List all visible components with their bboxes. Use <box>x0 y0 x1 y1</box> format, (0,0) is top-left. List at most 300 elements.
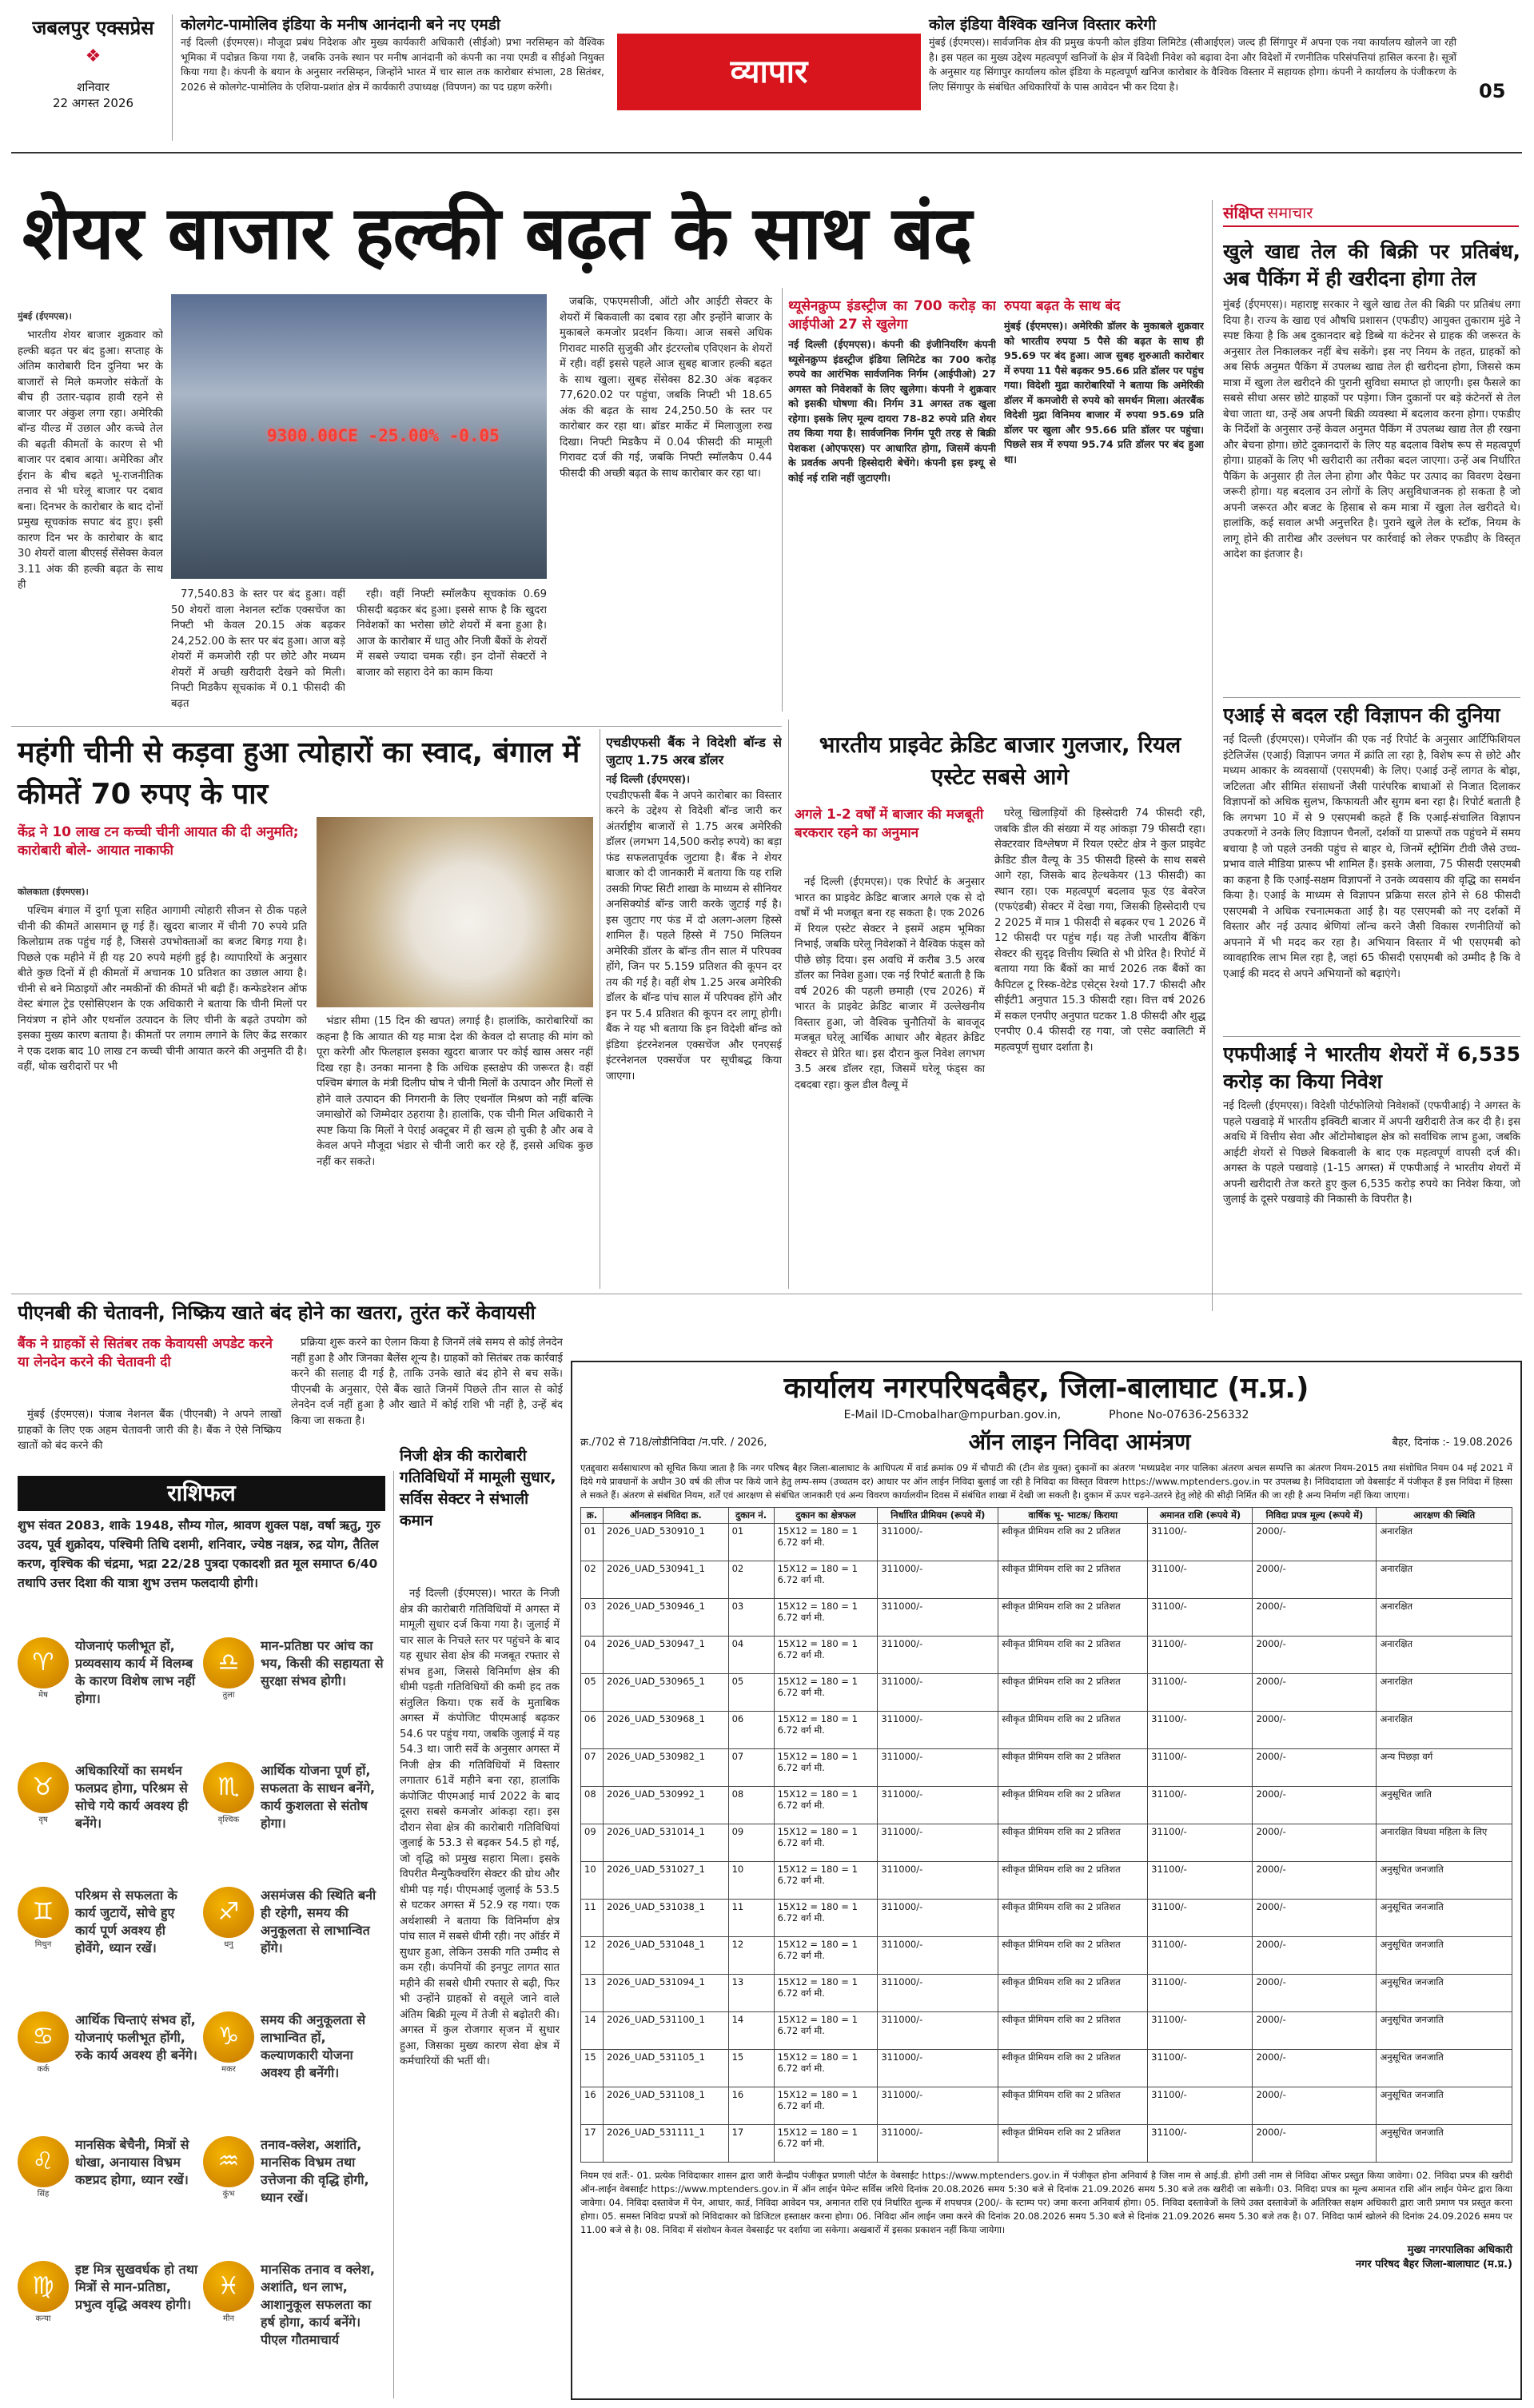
rashi-name: मकर <box>221 2065 236 2074</box>
table-cell: 15X12 = 180 = 1 6.72 वर्ग मी. <box>774 1674 878 1712</box>
zodiac-icon: ♌ <box>18 2136 69 2187</box>
table-cell: 11 <box>581 1900 604 1937</box>
table-cell: 17 <box>581 2125 604 2163</box>
fpi-headline: एफपीआई ने भारतीय शेयरों में 6,535 करोड़ का किया निवेश <box>1223 1043 1520 1093</box>
brand-ornament: ❖ <box>85 46 102 66</box>
hdfc-story <box>606 734 782 1286</box>
rashi-symbol <box>203 2136 254 2199</box>
table-row <box>581 2012 1512 2050</box>
table-cell: 2026_UAD_531100_1 <box>604 2012 729 2050</box>
table-cell: 2000/- <box>1253 1862 1377 1900</box>
tender-column-header: दुकान का क्षेत्रफल <box>774 1508 878 1524</box>
table-cell: 15X12 = 180 = 1 6.72 वर्ग मी. <box>774 1975 878 2012</box>
table-cell: 31100/- <box>1148 1674 1253 1712</box>
main-story-col2 <box>171 587 345 723</box>
divider <box>782 288 783 712</box>
rashi-item <box>203 2011 384 2131</box>
rashi-item <box>18 1762 198 1882</box>
notice-intro: एतद्द्वारा सर्वसाधारण को सूचित किया जाता है कि नगर परिषद बैहर जिला-बालाघाट के आधिपत्य में वार्ड क्रमांक 09 में चौपाटी की (टीन शेड युक्त) दुकानों का अंतरण 'मध्यप्रदेश नगर पालिका अंतरण अचल सम्पत्ति का अंतरण नियम-2015 तथा संशोधित नियम 04 मई 2021 में दिये गये प्रावधानों के अधीन 30 वर्ष की लीज पर किये जाने हेतु लम्प-सम्प (उच्चतम दर) आधार पर ऑन लाईन निविदा बुलाई जा रही है निविदा का विस्तृत विवरण https://www.mptenders.gov.in पर उपलब्ध है। निविदादाता जो वेबसाईट में पंजीकृत हैं इस निविदा में हिस्सा ले सकते हैं। अंतरण से संबंधित नियम, शर्तें एवं आरक्षण से संबंधित जानकारी एवं अन्य विवरण कार्यालयीन दिवस में संबंधित शाखा में देखी जा सकती है। दुकान में ऊपर चढ़ने-उतरने हेतु लोहे की सीढ़ी निर्मित की जा रही है अन्य निर्माण नहीं किया जाएगा। <box>580 1462 1512 1501</box>
rashi-item <box>18 1637 198 1757</box>
table-cell: 311000/- <box>878 2050 998 2087</box>
tender-column-header: आरक्षण की स्थिति <box>1377 1508 1512 1524</box>
table-cell: 05 <box>728 1674 774 1712</box>
table-cell: 2026_UAD_531108_1 <box>604 2087 729 2125</box>
table-cell: 14 <box>728 2012 774 2050</box>
table-cell: अनुसूचित जनजाति <box>1377 2125 1512 2163</box>
table-cell: 2000/- <box>1253 1975 1377 2012</box>
rashi-prediction: आर्थिक योजना पूर्ण हों, सफलता के साधन बनेंगे, कार्य कुशलता से संतोष होगा। <box>261 1763 376 1831</box>
table-cell: अनुसूचित जनजाति <box>1377 2012 1512 2050</box>
table-cell: 2026_UAD_531094_1 <box>604 1975 729 2012</box>
table-cell: 2000/- <box>1253 1561 1377 1599</box>
table-cell: 15 <box>581 2050 604 2087</box>
rashi-name: मीन <box>222 2314 235 2323</box>
rashi-symbol <box>18 1762 69 1824</box>
rashi-name: कर्क <box>37 2065 50 2074</box>
table-cell: 05 <box>581 1674 604 1712</box>
zodiac-icon: ♉ <box>18 1762 69 1813</box>
table-cell: 15 <box>728 2050 774 2087</box>
table-cell: 06 <box>728 1712 774 1749</box>
table-cell: 31100/- <box>1148 2012 1253 2050</box>
main-story-dateline: मुंबई (ईएमएस)। <box>18 311 72 321</box>
photo-ticker-text: 9300.00CE -25.00% -0.05 <box>267 426 500 445</box>
table-cell: 2000/- <box>1253 1637 1377 1674</box>
rashi-symbol <box>18 1637 69 1700</box>
sugar-col1 <box>18 903 307 1271</box>
rashi-item <box>18 2261 198 2381</box>
table-row <box>581 1787 1512 1824</box>
pnb-col1 <box>18 1407 281 1463</box>
pnb-headline: पीएनबी की चेतावनी, निष्क्रिय खाते बंद होने का खतरा, तुरंत करें केवायसी <box>18 1302 536 1324</box>
table-cell: 2026_UAD_531048_1 <box>604 1937 729 1975</box>
rashi-item <box>18 1887 198 2007</box>
table-cell: 2000/- <box>1253 2012 1377 2050</box>
masthead-divider <box>11 152 1522 153</box>
notice-title: ऑन लाइन निविदा आमंत्रण <box>968 1429 1191 1455</box>
table-row <box>581 1862 1512 1900</box>
table-cell: 2026_UAD_530910_1 <box>604 1524 729 1561</box>
main-story-col3 <box>357 587 547 723</box>
table-cell: अनुसूचित जनजाति <box>1377 1937 1512 1975</box>
table-cell: 2026_UAD_530946_1 <box>604 1599 729 1637</box>
table-cell: अनारक्षित <box>1377 1674 1512 1712</box>
table-cell: 311000/- <box>878 1937 998 1975</box>
table-cell: 311000/- <box>878 1749 998 1787</box>
table-cell: 09 <box>728 1824 774 1862</box>
table-cell: 31100/- <box>1148 1637 1253 1674</box>
rashi-symbol <box>18 1887 69 1949</box>
table-cell: 16 <box>581 2087 604 2125</box>
table-cell: 31100/- <box>1148 1524 1253 1561</box>
table-cell: 31100/- <box>1148 1975 1253 2012</box>
thyssen-headline: थ्यूसेनक्रुप्प इंडस्ट्रीज का 700 करोड़ का आईपीओ 27 से खुलेगा <box>788 298 996 333</box>
private-credit-col1 <box>795 875 985 1287</box>
rashi-item <box>203 2136 384 2256</box>
page-number: 05 <box>1479 80 1506 102</box>
rashi-name: तुला <box>222 1691 235 1700</box>
tender-table <box>580 1507 1512 2163</box>
table-cell: 2000/- <box>1253 1712 1377 1749</box>
table-cell: 2000/- <box>1253 1749 1377 1787</box>
table-cell: स्वीकृत प्रीमियम राशि का 2 प्रतिशत <box>998 2050 1148 2087</box>
table-cell: 31100/- <box>1148 1712 1253 1749</box>
table-cell: 311000/- <box>878 1824 998 1862</box>
table-cell: 15X12 = 180 = 1 6.72 वर्ग मी. <box>774 2012 878 2050</box>
table-row <box>581 1712 1512 1749</box>
table-cell: 01 <box>581 1524 604 1561</box>
private-credit-col2 <box>994 806 1205 1287</box>
notice-date: बैहर, दिनांक :- 19.08.2026 <box>1392 1437 1512 1449</box>
table-cell: स्वीकृत प्रीमियम राशि का 2 प्रतिशत <box>998 1900 1148 1937</box>
divider <box>788 720 789 1289</box>
divider <box>1223 697 1520 698</box>
table-cell: 13 <box>728 1975 774 2012</box>
table-cell: 09 <box>581 1824 604 1862</box>
thyssen-story <box>788 297 996 713</box>
zodiac-icon: ♒ <box>203 2136 254 2187</box>
table-cell: 311000/- <box>878 2087 998 2125</box>
table-cell: 17 <box>728 2125 774 2163</box>
table-row <box>581 2125 1512 2163</box>
pnb-col2-text: प्रक्रिया शुरू करने का ऐलान किया है जिनमें लंबे समय से कोई लेनदेन नहीं हुआ है और जिनका बैलेंस शून्य है। ग्राहकों को सितंबर तक कार्रवाई करने की सलाह दी गई है, ताकि उनके खाते बंद होने से बच सकें। पीएनबी के अनुसार, ऐसे बैंक खाते जिनमें पिछले तीन साल से कोई लेनदेन दर्ज नहीं हुआ है और खाते में कोई राशि भी नहीं है, उन्हें बंद किया जा सकता है। <box>291 1337 563 1427</box>
private-credit-col2-text: घरेलू खिलाड़ियों की हिस्सेदारी 74 फीसदी रही, जबकि डील की संख्या में यह आंकड़ा 79 फीसदी रहा। सेक्टरवार विश्लेषण में रियल एस्टेट क्षेत्र ने कुल प्राइवेट क्रेडिट डील वैल्यू के 35 फीसदी हिस्से के साथ सबसे आगे रहा, जिसके बाद हेल्थकेयर (13 फीसदी) का स्थान रहा। एक महत्वपूर्ण बदलाव फूड एंड बेवरेज (एफएंडबी) सेक्टर में देखा गया, जिसकी हिस्सेदारी एच 2 2025 में मात्र 1 फीसदी से बढ़कर एच 1 2026 में 12 फीसदी पर पहुंच गई। यह तेजी भारतीय बैंकिंग सेक्टर की सुदृढ़ वित्तीय स्थिति से भी प्रेरित है। रिपोर्ट में बताया गया कि बैंकों का मार्च 2026 तक बैंकों का कैपिटल टू रिस्क-वेटेड एसेट्स रेश्यो 17.7 फीसदी और सीईटी1 अनुपात 15.3 फीसदी रहा। वित्त वर्ष 2026 में सकल एनपीए अनुपात घटकर 1.8 फीसदी और शुद्ध एनपीए 0.4 फीसदी रह गया, जो एसेट क्वालिटी में महत्वपूर्ण सुधार दर्शाता है। <box>994 807 1205 1054</box>
tender-column-header: अमानत राशि (रूपये में) <box>1148 1508 1253 1524</box>
table-cell: 31100/- <box>1148 1787 1253 1824</box>
table-cell: अनुसूचित जाति <box>1377 1787 1512 1824</box>
table-cell: स्वीकृत प्रीमियम राशि का 2 प्रतिशत <box>998 1937 1148 1975</box>
table-cell: 2000/- <box>1253 1900 1377 1937</box>
tender-column-header: वार्षिक भू- भाटक/ किराया <box>998 1508 1148 1524</box>
zodiac-icon: ♐ <box>203 1887 254 1938</box>
rashi-prediction: इष्ट मित्र सुखवर्धक हो तथा मित्रों से मान-प्रतिष्ठा, प्रभुत्व वृद्धि अवश्य होगी। <box>75 2262 198 2312</box>
table-row <box>581 1824 1512 1862</box>
table-cell: 31100/- <box>1148 1749 1253 1787</box>
table-cell: 07 <box>728 1749 774 1787</box>
table-cell: 15X12 = 180 = 1 6.72 वर्ग मी. <box>774 1599 878 1637</box>
main-col1-text: भारतीय शेयर बाजार शुक्रवार को हल्की बढ़त पर बंद हुआ। सप्ताह के अंतिम कारोबारी दिन दुनिया भर के बाजारों से मिले कमजोर संकेतों के बीच ही उतार-चढ़ाव हावी रहने से बाजार पर अंकुश लगा रहा। अमेरिकी बॉन्ड यील्ड में उछाल और कच्चे तेल की बढ़ती कीमतों के कारण से भी बाजार पर दबाव आया। अमेरिका और ईरान के बीच बढ़ते भू-राजनीतिक तनाव से भी घरेलू बाजार पर दबाव बना। दिनभर के कारोबार के बाद दोनों प्रमुख सूचकांक सपाट बंद हुए। इसी कारण दिन भर के कारोबार के बाद 30 शेयरों वाला बीएसई सेंसेक्स केवल 3.11 अंक की हल्की बढ़त के साथ ही <box>18 329 163 591</box>
rashi-name: सिंह <box>37 2190 50 2199</box>
table-cell: अनुसूचित जनजाति <box>1377 2050 1512 2087</box>
private-credit-subhead: अगले 1-2 वर्षों में बाजार की मजबूती बरकरार रहने का अनुमान <box>795 807 984 841</box>
notice-signatory: नगर परिषद बैहर जिला-बालाघाट (म.प्र.) <box>1355 2258 1512 2270</box>
rashifal-grid <box>18 1637 385 2392</box>
rashi-prediction: तनाव-क्लेश, अशांति, मानसिक विभ्रम तथा उत्तेजना की वृद्धि होगी, ध्यान रखें। <box>261 2137 369 2205</box>
table-cell: 2026_UAD_531105_1 <box>604 2050 729 2087</box>
notice-signatory-title: मुख्य नगरपालिका अधिकारी <box>1407 2244 1512 2256</box>
table-cell: स्वीकृत प्रीमियम राशि का 2 प्रतिशत <box>998 2087 1148 2125</box>
table-cell: 2026_UAD_530947_1 <box>604 1637 729 1674</box>
table-cell: 04 <box>728 1637 774 1674</box>
masthead-date: 22 अगस्त 2026 <box>52 96 134 110</box>
table-cell: 14 <box>581 2012 604 2050</box>
table-cell: 311000/- <box>878 1787 998 1824</box>
top-left-body: नई दिल्ली (ईएमएस)। मौजूदा प्रबंध निदेशक और मुख्य कार्यकारी अधिकारी (सीईओ) प्रभा नरसिम्हन को वैश्विक भूमिका में पदोन्नत किया गया है, जबकि उनके स्थान पर मनीष आनंदानी को कंपनी का नया एमडी व सीईओ नियुक्त किया गया है। कंपनी के बयान के अनुसार नरसिम्हन, जिन्होंने भारत में चार साल तक कारोबार संभाला, 28 सितंबर, 2026 से कोलगेट-पामोलिव के एशिया-प्रशांत क्षेत्र में कार्यकारी उपाध्यक्ष (विपणन) का पद ग्रहण करेंगी। <box>181 36 604 93</box>
table-cell: अनारक्षित <box>1377 1712 1512 1749</box>
rashi-item <box>18 2011 198 2131</box>
rashi-symbol <box>18 2261 69 2323</box>
table-cell: 15X12 = 180 = 1 6.72 वर्ग मी. <box>774 2050 878 2087</box>
rashi-prediction: आर्थिक चिन्ताएं संभव हों, योजनाएं फलीभूत होंगी, रुके कार्य अवश्य ही बनेंगे। <box>75 2012 197 2063</box>
sugar-dateline: कोलकाता (ईएमएस)। <box>18 887 89 897</box>
fpi-body: नई दिल्ली (ईएमएस)। विदेशी पोर्टफोलियो निवेशकों (एफपीआई) ने अगस्त के पहले पखवाड़े में भारतीय इक्विटी बाजार में अपनी खरीदारी तेज कर दी है। इस अवधि में वित्तीय सेवा और ऑटोमोबाइल क्षेत्र को सर्वाधिक लाभ हुआ, जबकि आईटी शेयरों से पिछले बिकवाली के बाद एक महत्वपूर्ण वापसी दर्ज की। अगस्त के पहले पखवाड़े (1-15 अगस्त) में एफपीआई ने भारतीय शेयरों में अपनी खरीदारी तेज करते हुए कुल 6,535 करोड़ रुपये का निवेश किया, जो जुलाई के दूसरे पखवाड़े की निकासी के विपरीत है। <box>1223 1100 1520 1206</box>
rashi-name: कन्या <box>35 2314 51 2323</box>
divider <box>1212 200 1213 1311</box>
tender-column-header: निविदा प्रपत्र मूल्य (रूपये में) <box>1253 1508 1377 1524</box>
tender-column-header: ऑनलाइन निविदा क्र. <box>604 1508 729 1524</box>
divider <box>393 1471 394 2398</box>
tender-column-header: दुकान नं. <box>728 1508 774 1524</box>
table-cell: अनारक्षित <box>1377 1561 1512 1599</box>
table-cell: 15X12 = 180 = 1 6.72 वर्ग मी. <box>774 1637 878 1674</box>
table-cell: अनुसूचित जनजाति <box>1377 1975 1512 2012</box>
table-cell: 02 <box>581 1561 604 1599</box>
brief-news-tag <box>1223 201 1519 227</box>
sugar-subhead: केंद्र ने 10 लाख टन कच्ची चीनी आयात की दी अनुमति; कारोबारी बोले- आयात नाकाफी <box>18 824 299 859</box>
ai-ads-body: नई दिल्ली (ईएमएस)। एमेजॉन की एक नई रिपोर्ट के अनुसार आर्टिफिशियल इंटेलिजेंस (एआई) विज्ञापन जगत में क्रांति ला रहा है, विशेष रूप से छोटे और मध्यम आकार के व्यवसायों (एसएमबी) के लिए। एआई उन्हें लागत के बोझ, जटिलता और सीमित संसाधनों जैसी पारंपरिक बाधाओं से निजात दिलाकर विज्ञापनों को अधिक सुलभ, किफायती और सुगम बना रहा है। रिपोर्ट बताती है कि लगभग 10 में से 9 एसएमबी कहते हैं कि एआई-संचालित विज्ञापन उपकरणों ने उनके लिए विज्ञापन चैनलों, दर्शकों या प्रारूपों तक पहुंचने में समय बचाया है जो पहले उनकी पहुंच से बाहर थे, जिनमें स्ट्रीमिंग टीवी जैसे उच्च-प्रभाव वाले मीडिया प्रारूप भी शामिल हैं। इसके अलावा, 75 फीसदी एसएमबी का कहना है कि एआई-सक्षम विज्ञापनों ने उनके व्यवसाय की वृद्धि का समर्थन किया है। एआई के माध्यम से विज्ञापन प्रक्रिया सरल होने से 68 फीसदी एसएमबी ने अधिक रचनात्मकता आई है। यह एसएमबी को नए दर्शकों में विस्तार और नई उत्पाद श्रेणियां लॉन्च करने जैसी विकास रणनीतियों को अपनाने में भी मदद कर रहा है। अभियान विस्तार में भी एसएमबी को व्यावहारिक लाभ मिल रहा है, जहां 65 फीसदी एसएमबी को उम्मीद है कि वे एआई की मदद से अपने अभियानों को बढ़ाएंगे। <box>1223 734 1520 980</box>
table-cell: 08 <box>728 1787 774 1824</box>
top-left-story <box>181 14 604 142</box>
table-row <box>581 2050 1512 2087</box>
table-cell: 12 <box>581 1937 604 1975</box>
table-cell: 15X12 = 180 = 1 6.72 वर्ग मी. <box>774 1937 878 1975</box>
table-cell: 16 <box>728 2087 774 2125</box>
sugar-col1-text: पश्चिम बंगाल में दुर्गा पूजा सहित आगामी त्योहारी सीजन से ठीक पहले चीनी की कीमतें आसमान छू गई हैं। खुदरा बाजार में चीनी 70 रुपये प्रति किलोग्राम तक पहुंच गई है, जिससे उपभोक्ताओं का बजट बिगड़ गया है। पिछले एक महीने में ही यह 20 रुपये महंगी हुई है। व्यापारियों के अनुसार बीते कुछ दिनों में ही कीमतों में अचानक 10 प्रतिशत का उछाल आया है। चीनी से बने मिठाइयों और नमकीनों की कीमतें भी बढ़ी हैं। कन्फेडरेशन ऑफ वेस्ट बंगाल ट्रेड एसोसिएशन के एक अधिकारी ने बताया कि चीनी मिलों पर नियंत्रण न होने और एथनॉल उत्पादन के लिए चीनी के बढ़ते उपयोग को इसका मुख्य कारण बताया है। कीमतों पर लगाम लगाने के लिए केंद्र सरकार ने एक दशक बाद 10 लाख टन कच्ची चीनी आयात करने की अनुमति दी है। वहीं, थोक खरीदारों पर भी <box>18 905 307 1073</box>
tender-table-body <box>581 1524 1512 2163</box>
hdfc-body: एचडीएफसी बैंक ने अपने कारोबार का विस्तार करने के उद्देश्य से विदेशी बॉन्ड जारी कर अंतर्राष्ट्रीय बाजारों से 1.75 अरब अमेरिकी डॉलर (लगभग 14,500 करोड़ रुपये) का बड़ा फंड सफलतापूर्वक जुटाया है। बैंक ने शेयर बाजार को दी जानकारी में बताया कि यह राशि उसकी गिफ्ट सिटी शाखा के माध्यम से सीनियर अनसिक्योर्ड बॉन्ड जारी करके जुटाई गई है। इस जुटाए गए फंड में दो अलग-अलग हिस्से शामिल हैं। पहले हिस्से में 750 मिलियन अमेरिकी डॉलर के बॉन्ड तीन साल में परिपक्व होंगे, जिन पर 5.159 प्रतिशत की कूपन दर तय की गई है। वहीं शेष 1.25 अरब अमेरिकी डॉलर के बॉन्ड पांच साल में परिपक्व होंगे और इन पर 5.4 प्रतिशत की कूपन दर लागू होगी। बैंक ने यह भी बताया कि इन विदेशी बॉन्ड को इंडिया इंटरनेशनल एक्सचेंज और एनएसई इंटरनेशनल एक्सचेंज पर सूचीबद्ध किया जाएगा। <box>606 789 782 1082</box>
private-credit-col1-text: नई दिल्ली (ईएमएस)। एक रिपोर्ट के अनुसार भारत का प्राइवेट क्रेडिट बाजार अगले एक से दो वर्षों में भी मजबूत बना रह सकता है। एक 2026 में रियल एस्टेट सेक्टर ने इसमें अहम भूमिका निभाई, जबकि घरेलू निवेशकों ने वैश्विक फंड्स को पीछे छोड़ दिया। इस अवधि में करीब 3.5 अरब डॉलर का निवेश हुआ। एक नई रिपोर्ट बताती है कि वर्ष 2026 की पहली छमाही (एच 2026) में भारत के प्राइवेट क्रेडिट बाजार में उल्लेखनीय विस्तार हुआ, जो वैश्विक चुनौतियों के बावजूद मजबूत घरेलू आर्थिक आधार और बेहतर क्रेडिट सेक्टर से प्रेरित था। इस दौरान कुल निवेश लगभग 3.5 अरब डॉलर रहा, जिसमें घरेलू फंड्स का दबदबा रहा। कुल डील वैल्यू में <box>795 876 985 1091</box>
top-right-story <box>929 14 1456 142</box>
table-cell: 31100/- <box>1148 2125 1253 2163</box>
rashifal-title: राशिफल <box>18 1476 385 1511</box>
table-row <box>581 1674 1512 1712</box>
table-cell: 15X12 = 180 = 1 6.72 वर्ग मी. <box>774 1787 878 1824</box>
zodiac-icon: ♏ <box>203 1762 254 1813</box>
rashifal-panchang: शुभ संवत 2083, शाके 1948, सौम्य गोल, श्रावण शुक्ल पक्ष, वर्षा ऋतु, गुरु उदय, पूर्व शुक्रोदय, पश्चिमी तिथि दशमी, शनिवार, ज्येष्ठ नक्षत्र, रुद्र योग, तैतिल करण, वृश्चिक की चंद्रमा, भद्रा 22/28 पुत्रदा एकादशी व्रत मूल समाप्त 6/40 तथापि उत्तर दिशा की यात्रा शुभ उत्तम फलदायी होगी। <box>18 1518 381 1590</box>
table-cell: 31100/- <box>1148 1824 1253 1862</box>
pnb-subhead: बैंक ने ग्राहकों से सितंबर तक केवायसी अपडेट करने या लेनदेन करने की चेतावनी दी <box>18 1336 273 1370</box>
rashi-name: मिथुन <box>34 1940 52 1949</box>
pnb-col1-text: मुंबई (ईएमएस)। पंजाब नेशनल बैंक (पीएनबी) ने अपने लाखों ग्राहकों के लिए एक अहम चेतावनी जारी की है। बैंक ने ऐसे निष्क्रिय खातों को बंद करने की <box>18 1409 281 1452</box>
table-cell: 31100/- <box>1148 1862 1253 1900</box>
table-cell: 311000/- <box>878 2012 998 2050</box>
table-row <box>581 2087 1512 2125</box>
table-cell: 15X12 = 180 = 1 6.72 वर्ग मी. <box>774 1524 878 1561</box>
newspaper-name: जबलपुर एक्सप्रेस <box>32 17 154 39</box>
rupee-body: मुंबई (ईएमएस)। अमेरिकी डॉलर के मुकाबले शुक्रवार को भारतीय रुपया 5 पैसे की बढ़त के साथ ही 95.69 पर बंद हुआ। आज सुबह शुरुआती कारोबार में रुपया 11 पैसे बढ़कर 95.66 प्रति डॉलर पर पहुंच गया। विदेशी मुद्रा कारोबारियों ने बताया कि अमेरिकी डॉलर में कमजोरी से रुपये को समर्थन मिला। अंतरबैंक विदेशी मुद्रा विनिमय बाजार में रुपया 95.69 प्रति डॉलर पर खुला और 95.66 प्रति डॉलर पर पहुंचा। पिछले सत्र में रुपया 95.74 प्रति डॉलर पर बंद हुआ था। <box>1004 320 1204 465</box>
table-cell: 311000/- <box>878 1712 998 1749</box>
table-cell: 311000/- <box>878 1862 998 1900</box>
table-cell: 08 <box>581 1787 604 1824</box>
notice-terms: नियम एवं शर्तें:- 01. प्रत्येक निविदाकार शासन द्वारा जारी केन्द्रीय पंजीकृत प्रणाली पोर्टल के वेबसाईट https://www.mptenders.gov.in में पंजीकृत होना अनिवार्य है जिस नाम से आई.डी. होगी उसी नाम से निविदा ऑफर प्रस्तुत किया जावेगा। 02. निविदा प्रपत्र की खरीदी ऑन-लाईन वेबसाईट https://www.mptenders.gov.in में ऑन लाईन पेमेन्ट सर्विस जरिये दिनांक 20.08.2026 समय 5:30 बजे से दिनांक 21.09.2026 समय 5.30 बजे तक खरीदी जा सकेगी। 03. निविदा प्रपत्र का मूल्य अमानत राशि ऑन लाईन पेमेन्ट द्वारा किया जावेगा। 04. निविदा दस्तावेज में पेन, आधार, कार्ड, निविदा आवेदन पत्र, अमानत राशि एवं निर्धारित शुल्क में शपथपत्र (200/- के स्टाम्प पर) जमा करना अनिवार्य होगा। 05. निविदा दस्तावेजों के लिये उक्त दस्तावेजों के अतिरिक्त सक्षम अधिकारी द्वारा जारी प्रमाण पत्र प्रस्तुत करना होगा। 05. समस्त निविदा प्रपत्रों को निविदाकार को डिजिटल हस्ताक्षर करना होगा। 06. निविदा ऑन लाईन जमा करने की दिनांक 20.08.2026 समय 5.30 बजे से दिनांक 21.09.2026 समय 5.30 बजे तक है। 07. निविदा फार्म खोलने की दिनांक 24.09.2026 समय पर 11.00 बजे से है। 08. निविदा में संशोधन केवल वेबसाईट पर दर्शाया जा सकेगा। अखबारों में इसका प्रकाशन नहीं किया जायेगा। <box>580 2170 1512 2235</box>
table-cell: अनुसूचित जनजाति <box>1377 1862 1512 1900</box>
hdfc-headline: एचडीएफसी बैंक ने विदेशी बॉन्ड से जुटाए 1.75 अरब डॉलर <box>606 735 782 767</box>
table-cell: 11 <box>728 1900 774 1937</box>
table-cell: 2000/- <box>1253 1787 1377 1824</box>
rashi-name: कुंभ <box>222 2190 235 2199</box>
table-cell: 311000/- <box>878 1900 998 1937</box>
main-story-col4 <box>560 294 772 718</box>
top-right-body: मुंबई (ईएमएस)। सार्वजनिक क्षेत्र की प्रमुख कंपनी कोल इंडिया लिमिटेड (सीआईएल) जल्द ही सिंगापुर में अपना एक नया कार्यालय खोलने जा रही है। इस पहल का मुख्य उद्देश्य महत्वपूर्ण खनिजों के क्षेत्र में विदेशी निवेश को बढ़ावा देना और विदेशों में रणनीतिक परिसंपत्तियां हासिल करना है। सूत्रों के अनुसार यह सिंगापुर कार्यालय कोल इंडिया के महत्वपूर्ण खनिज कारोबार के वैश्विक विस्तार में सहायक होगा। कंपनी ने कार्यालय के पंजीकरण के लिए सिंगापुर के संबंधित अधिकारियों के पास आवेदन भी कर दिया है। <box>929 36 1456 93</box>
table-cell: 07 <box>581 1749 604 1787</box>
table-cell: अनारक्षित विधवा महिला के लिए <box>1377 1824 1512 1862</box>
edible-oil-headline: खुले खाद्य तेल की बिक्री पर प्रतिबंध, अब पैकिंग में ही खरीदना होगा तेल <box>1223 240 1520 290</box>
rashi-item <box>203 1637 384 1757</box>
masthead-brand-block <box>14 14 173 141</box>
ai-ads-story <box>1223 702 1520 1030</box>
fpi-story <box>1223 1041 1520 1313</box>
rashi-item <box>203 2261 384 2381</box>
rashi-symbol <box>18 2011 69 2074</box>
table-cell: 31100/- <box>1148 1900 1253 1937</box>
table-cell: 15X12 = 180 = 1 6.72 वर्ग मी. <box>774 1561 878 1599</box>
rashi-prediction: अधिकारियों का समर्थन फलप्रद होगा, परिश्रम से सोचे गये कार्य अवश्य ही बनेंगे। <box>75 1763 189 1831</box>
table-cell: 2026_UAD_530965_1 <box>604 1674 729 1712</box>
rashi-name: मेष <box>38 1691 48 1700</box>
table-cell: 311000/- <box>878 2125 998 2163</box>
masthead-day: शनिवार <box>77 80 110 94</box>
table-cell: स्वीकृत प्रीमियम राशि का 2 प्रतिशत <box>998 2012 1148 2050</box>
table-cell: अनारक्षित <box>1377 1599 1512 1637</box>
rashi-prediction: मानसिक बेचैनी, मित्रों से धोखा, अनायास विभ्रम कष्टप्रद होगा, ध्यान रखें। <box>75 2137 189 2187</box>
ai-ads-headline: एआई से बदल रही विज्ञापन की दुनिया <box>1223 704 1500 727</box>
table-cell: 31100/- <box>1148 2087 1253 2125</box>
section-banner-vyapar: व्यापार <box>617 34 921 110</box>
tender-column-header: निर्धारित प्रीमियम (रूपये में) <box>878 1508 998 1524</box>
table-cell: 2000/- <box>1253 2050 1377 2087</box>
table-cell: 2000/- <box>1253 1599 1377 1637</box>
table-cell: 2026_UAD_531111_1 <box>604 2125 729 2163</box>
rupee-story <box>1004 297 1204 713</box>
main-col2-text: 77,540.83 के स्तर पर बंद हुआ। वहीं 50 शेयरों वाला नेशनल स्टॉक एक्सचेंज का निफ्टी भी केवल 20.15 अंक बढ़कर 24,252.00 के स्तर पर बंद हुआ। आज बड़े शेयरों में कमजोरी रही पर छोटे और मध्यम शेयरों में अच्छी खरीदारी देखने को मिली। निफ्टी मिडकैप सूचकांक में 0.1 फीसदी की बढ़त <box>171 588 345 710</box>
table-cell: 15X12 = 180 = 1 6.72 वर्ग मी. <box>774 1712 878 1749</box>
table-cell: स्वीकृत प्रीमियम राशि का 2 प्रतिशत <box>998 1712 1148 1749</box>
table-row <box>581 1900 1512 1937</box>
table-cell: स्वीकृत प्रीमियम राशि का 2 प्रतिशत <box>998 1599 1148 1637</box>
top-left-headline: कोलगेट-पामोलिव इंडिया के मनीष आनंदानी बने नए एमडी <box>181 16 500 34</box>
table-cell: स्वीकृत प्रीमियम राशि का 2 प्रतिशत <box>998 1862 1148 1900</box>
table-cell: 2000/- <box>1253 1524 1377 1561</box>
table-row <box>581 1637 1512 1674</box>
table-cell: 311000/- <box>878 1674 998 1712</box>
zodiac-icon: ♑ <box>203 2011 254 2063</box>
table-cell: स्वीकृत प्रीमियम राशि का 2 प्रतिशत <box>998 1749 1148 1787</box>
sugar-sack-photo <box>317 817 593 1007</box>
table-cell: 311000/- <box>878 1637 998 1674</box>
table-cell: 2026_UAD_531014_1 <box>604 1824 729 1862</box>
main-col4-text: जबकि, एफएमसीजी, ऑटो और आईटी सेक्टर के शेयरों में बिकवाली का दबाव रहा और इन्होंने बाजार के मुकाबले कमजोर प्रदर्शन किया। आज सबसे अधिक गिरावट मारुति सुजुकी और इंटरग्लोब एविएशन के शेयरों में रही। वहीं इससे पहले आज सुबह बाजार हल्की बढ़त के साथ खुला। सुबह सेंसेक्स 82.30 अंक बढ़कर 77,620.02 पर पहुंचा, जबकि निफ्टी भी 18.65 अंक की बढ़त के साथ 24,250.50 के स्तर पर कारोबार कर रहा था। ब्रॉडर मार्केट में मिलाजुला रुख दिखा। निफ्टी मिडकैप में 0.04 फीसदी की मामूली गिरावट दर्ज की गई, जबकि निफ्टी स्मॉलकैप 0.44 फीसदी की अच्छी बढ़त के साथ कारोबार कर रहा था। <box>560 296 772 480</box>
table-cell: 15X12 = 180 = 1 6.72 वर्ग मी. <box>774 2087 878 2125</box>
table-cell: 2026_UAD_530982_1 <box>604 1749 729 1787</box>
sugar-col2-text: भंडार सीमा (15 दिन की खपत) लगाई है। हालांकि, कारोबारियों का कहना है कि आयात की यह मात्रा देश की केवल दो सप्ताह की मांग को पूरा करेगी और फिलहाल इसका खुदरा बाजार पर कोई खास असर नहीं दिख रहा है। उनका मानना है कि अधिक हस्तक्षेप की जरूरत है। वहीं पश्चिम बंगाल के मंत्री दिलीप घोष ने चीनी मिलों के उत्पादन और मिलों से होने वाले उत्पादन की निगरानी के लिए एथनॉल मिश्रण को नहीं बल्कि जमाखोरों को जिम्मेदार ठहराया है। हालांकि, एक चीनी मिल अधिकारी ने स्पष्ट किया कि मिलों ने पेराई अक्टूबर में ही खत्म हो चुकी है और अब वे केवल अपने मौजूदा भंडार से चीनी जारी कर रहे हैं, इससे अधिक कुछ नहीं कर सकते। <box>317 1015 593 1168</box>
table-cell: अनुसूचित जनजाति <box>1377 1900 1512 1937</box>
table-row <box>581 1975 1512 2012</box>
private-sector-col <box>400 1586 560 2394</box>
table-cell: अन्य पिछड़ा वर्ग <box>1377 1749 1512 1787</box>
table-cell: 10 <box>581 1862 604 1900</box>
notice-office: कार्यालय नगरपरिषदबैहर, जिला-बालाघाट (म.प्र.) <box>783 1372 1309 1405</box>
table-row <box>581 1561 1512 1599</box>
table-cell: 01 <box>728 1524 774 1561</box>
rashi-item <box>203 1762 384 1882</box>
rashi-prediction: असमंजस की स्थिति बनी ही रहेगी, समय की अनुकूलता से लाभान्वित होंगे। <box>261 1888 377 1956</box>
table-cell: स्वीकृत प्रीमियम राशि का 2 प्रतिशत <box>998 2125 1148 2163</box>
zodiac-icon: ♍ <box>18 2261 69 2312</box>
table-cell: 311000/- <box>878 1524 998 1561</box>
table-row <box>581 1749 1512 1787</box>
sugar-col2 <box>317 1014 593 1271</box>
table-cell: 15X12 = 180 = 1 6.72 वर्ग मी. <box>774 1824 878 1862</box>
rashi-prediction: परिश्रम से सफलता के कार्य जुटायें, सोचे हुए कार्य पूर्ण अवश्य ही होवेंगे, ध्यान रखें। <box>75 1888 177 1956</box>
zodiac-icon: ♓ <box>203 2261 254 2312</box>
table-cell: 31100/- <box>1148 2050 1253 2087</box>
main-col3-text: रही। वहीं निफ्टी स्मॉलकैप सूचकांक 0.69 फीसदी बढ़कर बंद हुआ। इससे साफ है कि खुदरा निवेशकों का भरोसा छोटे शेयरों में बना हुआ है। आज के कारोबार में धातु और निजी बैंकों के शेयरों में सबसे ज्यादा चमक रही। इन दोनों सेक्टरों ने बाजार को सहारा देने का काम किया <box>357 588 547 679</box>
pnb-col2 <box>291 1335 563 1463</box>
zodiac-icon: ♊ <box>18 1887 69 1938</box>
rashi-symbol <box>203 2011 254 2074</box>
rashi-symbol <box>203 2261 254 2323</box>
notice-phone: Phone No-07636-256332 <box>1109 1409 1249 1421</box>
table-cell: 03 <box>728 1599 774 1637</box>
table-cell: 311000/- <box>878 1975 998 2012</box>
sensex-board-photo <box>171 294 547 579</box>
table-cell: अनारक्षित <box>1377 1637 1512 1674</box>
table-cell: 15X12 = 180 = 1 6.72 वर्ग मी. <box>774 1900 878 1937</box>
rashi-item <box>18 2136 198 2256</box>
table-cell: 12 <box>728 1937 774 1975</box>
table-cell: 2026_UAD_530992_1 <box>604 1787 729 1824</box>
main-story-col1 <box>18 328 163 720</box>
table-cell: 2026_UAD_530941_1 <box>604 1561 729 1599</box>
edible-oil-story <box>1223 238 1520 691</box>
edible-oil-body: मुंबई (ईएमएस)। महाराष्ट्र सरकार ने खुले खाद्य तेल की बिक्री पर प्रतिबंध लगा दिया है। राज्य के खाद्य एवं औषधि प्रशासन (एफडीए) आयुक्त तुकाराम मुंढे ने स्पष्ट किया है कि अब दुकानदार बड़े डिब्बे या कंटेनर से ग्राहक की जरूरत के अनुसार तेल निकालकर नहीं बेच सकेंगे। इस नए नियम के तहत, ग्राहकों को अब सिर्फ अनुमत पैकिंग में उपलब्ध खाद्य तेल ही खरीदना होगा, जिससे कम मात्रा में खुला तेल खरीदने की पुरानी सुविधा समाप्त हो जाएगी। इस फैसले का सबसे सीधा असर छोटे ग्राहकों पर पड़ेगा। जिन दुकानों पर बड़े कंटेनरों से तेल बेचा जाता था, उन्हें अब अपनी बिक्री व्यवस्था में बदलाव करना होगा। एफडीए के निर्देशों के अनुसार उन्हें केवल अनुमत पैकिंग में उपलब्ध खाद्य तेल ही रखना और बेचना होगा। छोटे दुकानदारों के लिए यह बदलाव विशेष रूप से महत्वपूर्ण होगा। ग्राहकों के लिए भी खरीदारी का तरीका बदल जाएगा। उन्हें अब निर्धारित पैकिंग के अनुसार ही तेल लेना होगा और पैकेट पर उत्पाद का विवरण देखना जरूरी होगा। यह बदलाव उन लोगों के लिए असुविधाजनक हो सकता है जो अपनी जरूरत और बजट के हिसाब से कम मात्रा में खुला तेल खरीदते थे। हालांकि, कई सवाल अभी अनुत्तरित है। पुराने खुले तेल के स्टॉक, नियम के लागू होने की तारीख और उल्लंघन पर कार्रवाई को लेकर एफडीए के विस्तृत आदेश का इंतजार है। <box>1223 299 1520 560</box>
table-cell: 15X12 = 180 = 1 6.72 वर्ग मी. <box>774 2125 878 2163</box>
rashi-symbol <box>203 1887 254 1949</box>
rashi-symbol <box>203 1762 254 1824</box>
table-cell: स्वीकृत प्रीमियम राशि का 2 प्रतिशत <box>998 1975 1148 2012</box>
table-cell: 31100/- <box>1148 1937 1253 1975</box>
divider <box>1223 1036 1520 1037</box>
notice-email: E-Mail ID-Cmobalhar@mpurban.gov.in, <box>843 1409 1062 1421</box>
rashi-prediction: मानसिक तनाव व क्लेश, अशांति, धन लाभ, आशानुकूल सफलता का हर्ष होगा, कार्य बनेंगे। पीएल गौतमाचार्य <box>261 2262 376 2347</box>
table-cell: अनुसूचित जनजाति <box>1377 2087 1512 2125</box>
table-cell: 2026_UAD_531038_1 <box>604 1900 729 1937</box>
brief-tag-bold: संक्षिप्त <box>1223 203 1264 222</box>
hdfc-dateline: नई दिल्ली (ईएमएस)। <box>606 774 691 786</box>
table-cell: 13 <box>581 1975 604 2012</box>
table-cell: स्वीकृत प्रीमियम राशि का 2 प्रतिशत <box>998 1824 1148 1862</box>
private-sector-headline: निजी क्षेत्र की कारोबारी गतिविधियों में मामूली सुधार, सर्विस सेक्टर ने संभाली कमान <box>400 1447 556 1529</box>
rashi-name: वृश्चिक <box>217 1816 240 1824</box>
table-cell: 31100/- <box>1148 1599 1253 1637</box>
table-cell: 2026_UAD_530968_1 <box>604 1712 729 1749</box>
table-cell: 2000/- <box>1253 1824 1377 1862</box>
table-cell: 2026_UAD_531027_1 <box>604 1862 729 1900</box>
table-cell: 311000/- <box>878 1599 998 1637</box>
tender-notice <box>571 1361 1522 2400</box>
rashi-item <box>203 1887 384 2007</box>
table-row <box>581 1937 1512 1975</box>
table-cell: 2000/- <box>1253 2087 1377 2125</box>
private-sector-text: नई दिल्ली (ईएमएस)। भारत के निजी क्षेत्र की कारोबारी गतिविधियों में अगस्त में मामूली सुधार दर्ज किया गया है। जुलाई में चार साल के निचले स्तर पर पहुंचने के बाद यह सुधार सेवा क्षेत्र की मजबूत रफ्तार से संभव हुआ, जिससे विनिर्माण क्षेत्र की धीमी पड़ती गतिविधियों की कमी हद तक संतुलित किया। एक सर्वे के मुताबिक अगस्त में कंपोजिट पीएमआई बढ़कर 54.6 पर पहुंच गया, जबकि जुलाई में यह 54.3 था। जारी सर्वे के अनुसार अगस्त में निजी क्षेत्र की गतिविधियों में विस्तार लगातार 61वें महीने बना रहा, हालांकि कंपोजिट पीएमआई मार्च 2022 के बाद दूसरा सबसे कमजोर आंकड़ा रहा। इस दौरान सेवा क्षेत्र की कारोबारी गतिविधियां जुलाई के 53.3 से बढ़कर 54.5 हो गई, जो वृद्धि को प्रमुख सहारा मिला। इसके विपरीत मैन्युफैक्चरिंग सेक्टर की ग्रोथ और धीमी पड़ गई। पीएमआई जुलाई के 53.5 से घटकर अगस्त में 52.9 रह गया। एक अर्थशास्त्री ने बताया कि विनिर्माण क्षेत्र पांच साल में सबसे धीमी रही। नए ऑर्डर में सुधार हुआ, लेकिन उसकी गति उम्मीद से कम रही। कंपनियों की इनपुट लागत सात महीने की सबसे धीमी रफ्तार से बढ़ी, फिर भी उन्होंने ग्राहकों से वसूले जाने वाले अंतिम बिक्री मूल्य में तेजी से बढ़ोतरी की। अगस्त में कुल रोजगार सृजन में सुधार हुआ, जिसका मुख्य कारण सेवा क्षेत्र में कर्मचारियों की भर्ती थी। <box>400 1588 560 2067</box>
table-row <box>581 1524 1512 1561</box>
table-cell: 2000/- <box>1253 1674 1377 1712</box>
rashi-prediction: योजनाएं फलीभूत हों, प्रव्यवसाय कार्य में विलम्ब के कारण विशेष लाभ नहीं होगा। <box>75 1638 196 1706</box>
private-credit-headline: भारतीय प्राइवेट क्रेडिट बाजार गुलजार, रियल एस्टेट सबसे आगे <box>819 732 1181 790</box>
table-cell: 2000/- <box>1253 2125 1377 2163</box>
table-cell: स्वीकृत प्रीमियम राशि का 2 प्रतिशत <box>998 1561 1148 1599</box>
zodiac-icon: ♎ <box>203 1637 254 1688</box>
